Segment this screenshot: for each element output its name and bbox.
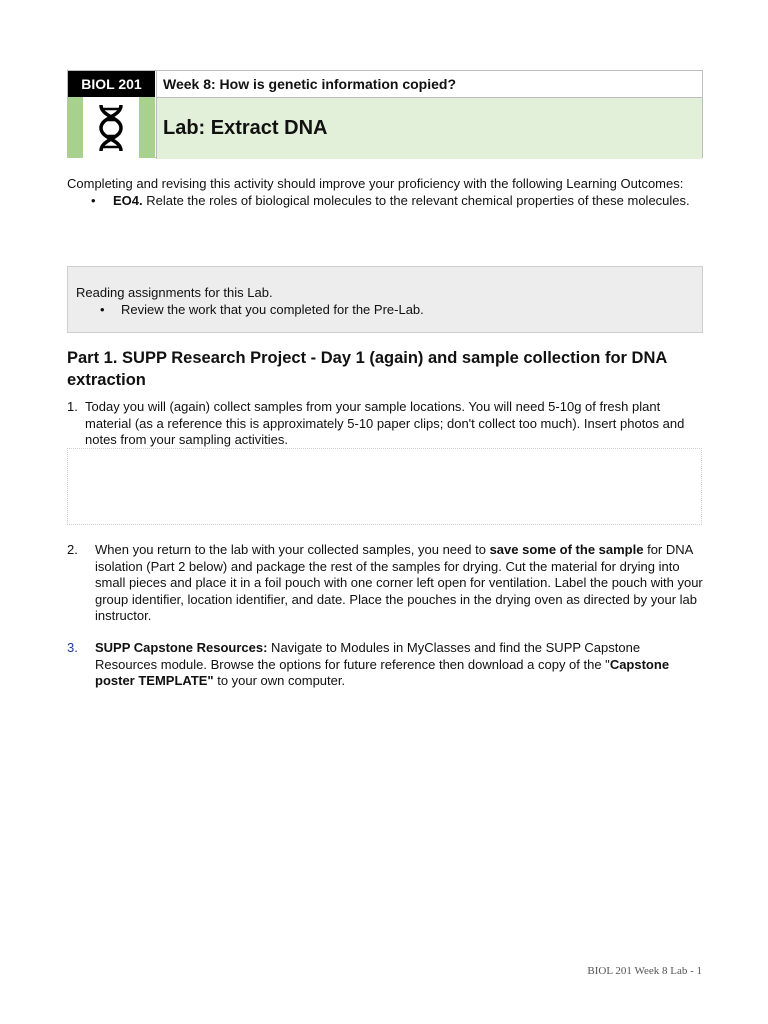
reading-title: Reading assignments for this Lab. [76, 285, 273, 300]
step-number: 2. [67, 542, 78, 557]
lab-title: Lab: Extract DNA [156, 97, 702, 159]
learning-outcomes [67, 175, 703, 209]
step-number: 1. [67, 399, 78, 414]
bullet-icon: • [100, 302, 105, 317]
page-footer: BIOL 201 Week 8 Lab - 1 [587, 965, 702, 977]
step-text-post: to your own computer. [213, 673, 346, 688]
outcome-text: Relate the roles of biological molecules to the relevant chemical properties of these molecules. [142, 193, 690, 208]
reading-item [76, 301, 694, 318]
step-text-mid: Navigate to Modules in MyClasses and find the SUPP Capstone Resources module. Browse the options for future reference then download a copy of the " [95, 640, 641, 672]
lab-header [67, 70, 703, 158]
step-text [67, 542, 703, 625]
photos-notes-box[interactable] [67, 448, 702, 525]
week-title: Week 8: How is genetic information copied? [156, 71, 702, 97]
reading-box [67, 266, 703, 333]
outcome-item [67, 192, 703, 209]
step-text-pre: When you return to the lab with your collected samples, you need to [95, 542, 490, 557]
intro-text: Completing and revising this activity should improve your proficiency with the following Learning Outcomes: [67, 176, 684, 191]
step-2 [67, 542, 703, 625]
icon-band [68, 97, 155, 158]
step-text: Today you will (again) collect samples from your sample locations. You will need 5-10g of fresh plant material (as a reference this is approximately 5-10 paper clips; don't collect too much). Insert photos and notes from your sampling activities. [85, 399, 685, 447]
dna-icon [83, 97, 139, 158]
bullet-icon: • [91, 193, 96, 208]
course-code: BIOL 201 [68, 71, 155, 97]
step-3 [67, 640, 703, 690]
template-name: Capstone poster TEMPLATE" [95, 656, 670, 688]
step-1 [67, 399, 703, 449]
step-text-bold: save some of the sample [489, 542, 644, 557]
reading-item-text: Review the work that you completed for the Pre-Lab. [121, 302, 424, 317]
step-text-bold: SUPP Capstone Resources: [95, 640, 268, 655]
step-text [67, 640, 703, 690]
step-number: 3. [67, 640, 78, 655]
step-text-post: for DNA isolation (Part 2 below) and package the rest of the samples for drying. Cut the material for drying into small pieces and place it in a foil pouch with one corner left open for ventilation. Label the pouch with your group identifier, location identifier, and date. Place the pouches in the drying oven as directed by your lab instructor. [95, 542, 703, 623]
outcome-code: EO4. [113, 193, 143, 208]
outcome-list [67, 192, 703, 209]
part1-heading: Part 1. SUPP Research Project - Day 1 (again) and sample collection for DNA extraction [67, 349, 667, 389]
